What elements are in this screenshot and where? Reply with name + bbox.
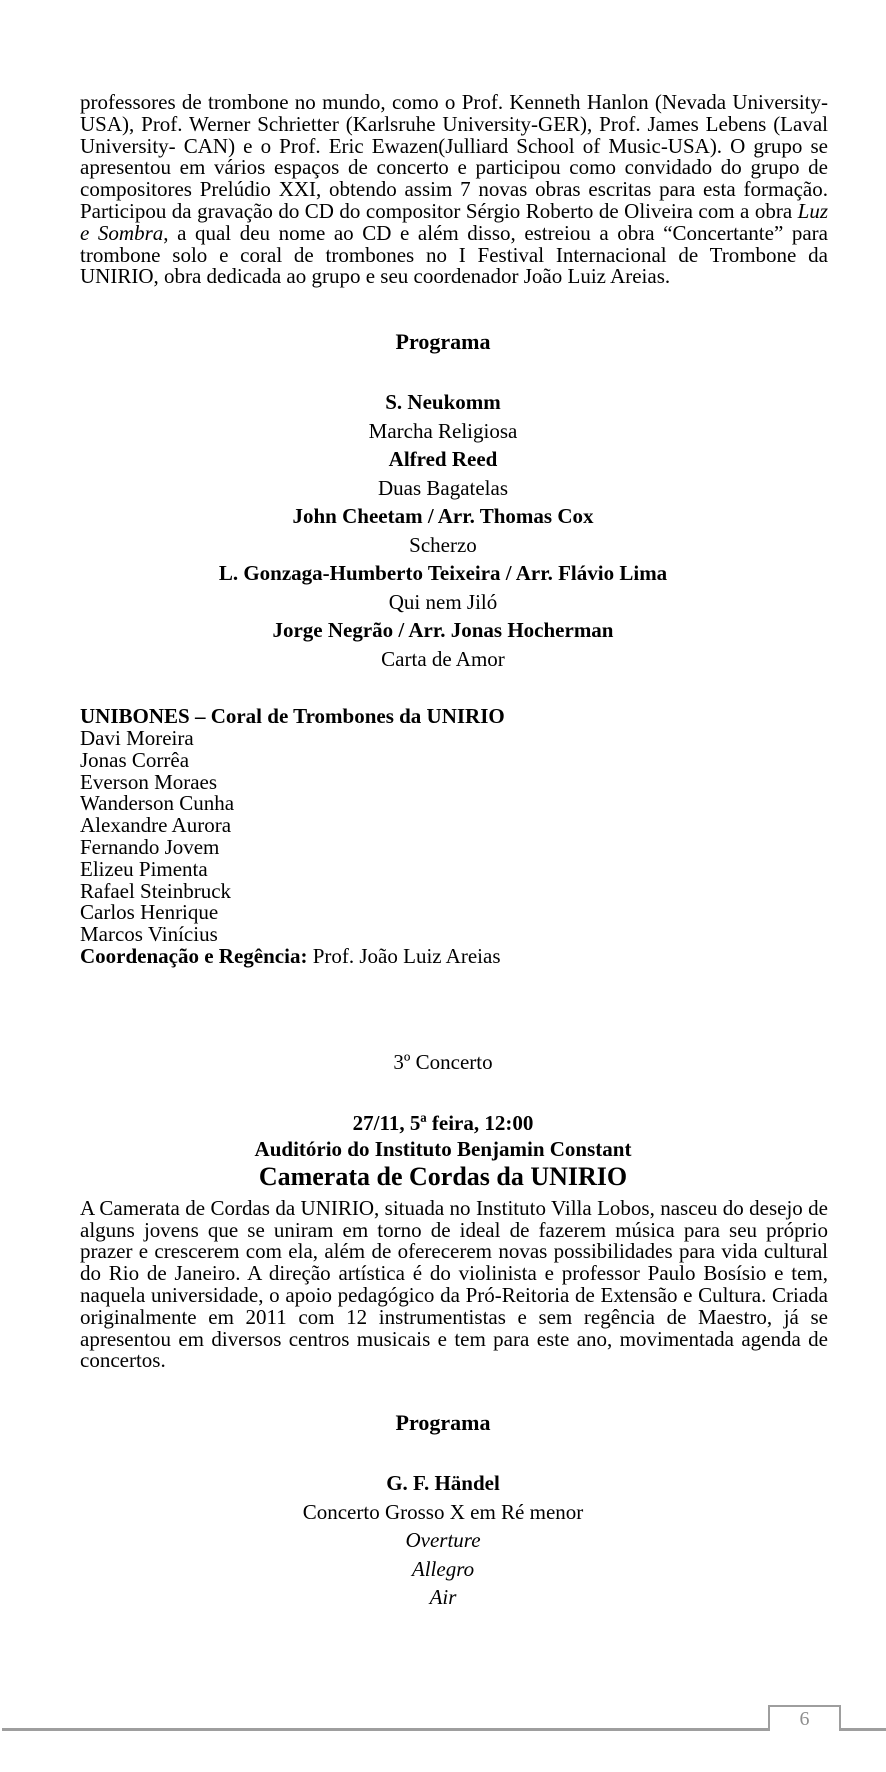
program-item (80, 616, 806, 673)
ensemble-section (80, 706, 828, 968)
movement-title: Air (429, 1585, 457, 1610)
composer-name: L. Gonzaga-Humberto Teixeira / Arr. Flávio Lima (218, 561, 668, 586)
member-name: Jonas Corrêa (80, 747, 190, 772)
program1-list (80, 388, 806, 673)
piece-title: Qui nem Jiló (388, 589, 498, 614)
piece-title: Scherzo (409, 532, 477, 557)
concert3-description: A Camerata de Cordas da UNIRIO, situada no Instituto Villa Lobos, nasceu do desejo de alguns jovens que se uniram em torno de ideal de fazerem música para seu próprio prazer e crescerem com ela, além de oferecerem novas possibilidades para vida cultural do Rio de Janeiro. A direção artística é do violinista e professor Paulo Bosísio e tem, naquela universidade, o apoio pedagógico da Pró-Reitoria de Extensão e Cultura. Criada originalmente em 2011 com 12 instrumentistas e sem regência de Maestro, já se apresentou em diversos centros musicais e tem para este ano, movimentada agenda de concertos. (80, 1195, 828, 1373)
movement-title: Overture (405, 1528, 481, 1553)
piece-title: Concerto Grosso X em Ré menor (302, 1499, 584, 1524)
coordination-label: Coordenação e Regência: (80, 943, 308, 968)
program2-heading: Programa (395, 1410, 491, 1436)
ensemble-title: UNIBONES – Coral de Trombones da UNIRIO (80, 704, 505, 729)
composer-name: Jorge Negrão / Arr. Jonas Hocherman (272, 618, 614, 643)
member-name: Fernando Jovem (80, 834, 220, 859)
concert3-heading: 3º Concerto (393, 1049, 493, 1074)
program-item (80, 445, 806, 502)
concert3-venue: Auditório do Instituto Benjamin Constant (254, 1136, 632, 1161)
program2-list (80, 1469, 806, 1612)
footer-rule-left (2, 1728, 768, 1731)
piece-title: Duas Bagatelas (377, 475, 509, 500)
cd-work-title: Luz e Sombra (80, 198, 828, 245)
member-name: Wanderson Cunha (80, 791, 235, 816)
page-number: 6 (799, 1708, 810, 1730)
member-name: Davi Moreira (80, 725, 194, 750)
intro-text-1: professores de trombone no mundo, como o Prof. Kenneth Hanlon (Nevada University- USA), Prof. Werner Schrietter (Karlsruhe University-GER), Prof. James Lebens (Laval University- CAN) e o Prof. Eric Ewazen(Julliard School of Music-USA). O grupo se apresentou em vários espaços de concerto e participou como convidado do grupo de compositores Prelúdio XXI, obtendo assim 7 novas obras escritas para esta formação. Participou da gravação do CD do compositor Sérgio Roberto de Oliveira com a obra (80, 90, 828, 223)
program-item (80, 502, 806, 559)
concert3-group: Camerata de Cordas da UNIRIO (258, 1161, 628, 1191)
composer-name: Alfred Reed (388, 447, 498, 472)
member-name: Rafael Steinbruck (80, 878, 232, 903)
piece-title: Carta de Amor (381, 646, 505, 671)
member-name: Alexandre Aurora (80, 813, 232, 838)
intro-text-2: , a qual deu nome ao CD e além disso, estreiou a obra “Concertante” para trombone solo e coral de trombones no I Festival Internacional de Trombone da UNIRIO, obra dedicada ao grupo e seu coordenador João Luiz Areias. (80, 220, 828, 289)
movement-title: Allegro (411, 1556, 475, 1581)
coordination-value: Prof. João Luiz Areias (312, 943, 501, 968)
intro-paragraph (80, 92, 828, 288)
composer-name: John Cheetam / Arr. Thomas Cox (292, 504, 594, 529)
program1-heading: Programa (395, 329, 491, 355)
coordination-line (80, 943, 828, 968)
page-number-tab (768, 1705, 841, 1731)
program-item (80, 388, 806, 445)
composer-name: G. F. Händel (386, 1471, 500, 1496)
member-name: Marcos Vinícius (80, 922, 218, 947)
member-name: Everson Moraes (80, 769, 218, 794)
piece-title: Marcha Religiosa (368, 418, 518, 443)
footer-rule-right (841, 1728, 886, 1731)
member-name: Carlos Henrique (80, 900, 219, 925)
program-item (80, 559, 806, 616)
concert3-datetime: 27/11, 5ª feira, 12:00 (352, 1110, 534, 1135)
concert3-details (80, 1110, 806, 1192)
member-name: Elizeu Pimenta (80, 856, 208, 881)
composer-name: S. Neukomm (385, 390, 501, 415)
